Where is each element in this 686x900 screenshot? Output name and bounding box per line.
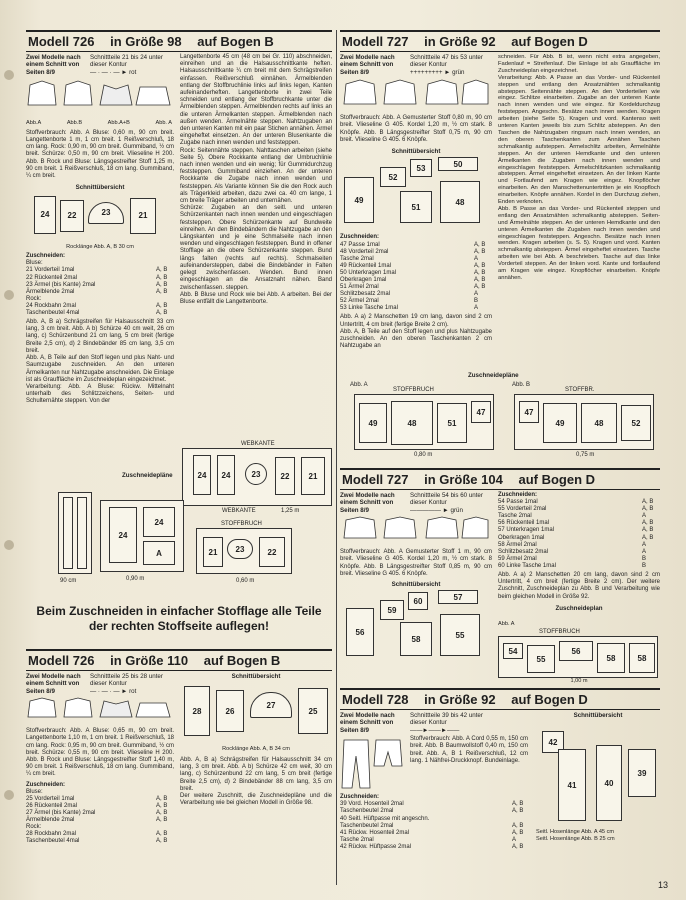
col-727-104-right bbox=[498, 492, 660, 685]
pattern-piece: 57 bbox=[438, 590, 478, 604]
abb-label: Abb. A bbox=[155, 120, 172, 127]
cutting-row bbox=[340, 808, 530, 815]
cutting-heading: Zuschneiden: bbox=[498, 492, 538, 498]
instructions-text: Abb. A a) 2 Manschetten 20 cm lang, davon sind 2 cm Untertritt, 4 cm breit (fertige Breite 2 cm). Der weitere Zuschnitt, Zuschneideplan zu Abb. B und Verarbeitung wie beim gleichen Modell in Größe 92. bbox=[498, 572, 660, 600]
piece-name: 42 Rückw. Hüftpasse 2mal bbox=[340, 843, 412, 850]
piece-name: 21 Vorderteil 1mal bbox=[26, 267, 75, 274]
fabric-length: 0,75 m bbox=[576, 452, 595, 458]
cutting-plan bbox=[58, 492, 92, 574]
pattern-overview-title: Schnittübersicht bbox=[231, 673, 281, 680]
fabric-requirements: Stoffverbrauch: Abb. A Bluse: 0,65 m, 90 cm breit. Langettenborte 1,10 m, 1 cm breit. 1 Reißverschluß, 18 cm lang. Rock: 0,95 m, 90 cm breit. Gummiband, ½ cm breit. Schürze: 0,55 m, 90 cm breit. Vlieseline H 200. Abb. B Rock und Bluse: Längsgestreifter Stoff 1,40 m, 90 cm breit. 1 Reißverschluß, 18 cm lang. Gummiband, ¼ cm breit. bbox=[26, 728, 174, 778]
piece-variant: A, B bbox=[156, 274, 168, 281]
pattern-piece bbox=[77, 497, 87, 569]
piece-variant: A bbox=[474, 255, 479, 262]
piece-name: 60 Linke Tasche 1mal bbox=[498, 562, 556, 569]
intro-text: Zwei Modelle nach einem Schnitt von Seiten 8/9 bbox=[340, 712, 395, 734]
abb-label: Abb. B bbox=[512, 382, 531, 388]
pattern-piece: 24 bbox=[143, 507, 175, 537]
cutting-row bbox=[26, 796, 174, 803]
model-sheet: auf Bogen B bbox=[197, 34, 274, 49]
pattern-overview-title: Schnittübersicht bbox=[391, 581, 441, 589]
piece-name: 22 Rückenteil 2mal bbox=[26, 274, 78, 281]
model-size: in Größe 98 bbox=[110, 34, 182, 49]
cut-lines-text: Schnittteile 25 bis 28 unter dieser Kontur bbox=[90, 673, 163, 688]
cutting-row bbox=[26, 282, 174, 289]
cutting-row bbox=[26, 310, 174, 317]
pattern-piece: 26 bbox=[216, 690, 244, 732]
cutting-row bbox=[498, 563, 660, 570]
fabric-requirements: Stoffverbrauch: Abb. A Gemusterter Stoff 0,80 m, 90 cm breit. Vlieseline G 405. Kordel 1,20 m, ½ cm stark. 8 Knöpfe. Abb. B Längsgestreifter Stoff 0,75 m, 90 cm breit. Vlieseline G 405. 6 Knöpfe. bbox=[340, 115, 492, 143]
piece-variant: A, B bbox=[512, 801, 524, 808]
cutting-row bbox=[340, 263, 492, 270]
column-divider bbox=[336, 30, 337, 885]
cutting-plan bbox=[514, 387, 654, 450]
cutting-row bbox=[26, 838, 174, 845]
piece-variant: A, B bbox=[474, 241, 486, 248]
piece-variant: A, B bbox=[474, 277, 486, 283]
instructions-text: schneiden. Für Abb. B ist, wenn nicht extra angegeben, Fadenlauf = Streifenlauf. Die Einlage ist als Grauffläche im Zuschneideplan eingezeichnet. Verarbeitung: Abb. A Passe an das Vorder- und Rückenteil steppen und entlang den Ansatznähten schmalkantig absteppen. Seitennähte steppen. An den Vorderteilen wie eingez. Schlitze einarbeiten. Zugabe an der unteren Kante nach innen wenden und wie eingez. für Kordeldurchzug feststeppen. Angeschn. Besätze nach innen wenden. Kragen arbeiten (siehe Seite 5). Kragen und vord. Kantenso weit unteren Kanten jeweils bis zum Schlitz absteppen. An den Taschen die Nahtzugaben ringsum nach innen wenden, an den oberen Taschenkanten zum Annähen Taschen schmalkantig aufsteppen. Ärmelschlitz arbeiten, Ärmelnähte steppen. An der unteren Hemdkante und den unteren Ärmelkanten die Zugaben nach innen wenden und eingeschlagen feststeppen. Ärmelschlitzkanten schmalkantig absteppen. Ärmel eingeheftet einsetzen. An der linken Kante und Fortlaufend am Kragen wie eingez. Knopflöcher einarbeiten. An den Manschettenuntertritten je ein Knopfloch einarbeiten. Knöpfe annähen. Kordel in den Durchzug ziehen, Enden verknoten. Abb. B Passe an das Vorder- und Rückenteil steppen und entlang den Ansatznähten schmalkantig absteppen. Seiten- und Ärmelnähte steppen. An der unteren Hemdkante und den unteren Ärmelkanten die Zugaben nach innen wenden und eingeschlagen feststeppen. Angeschn. Besätze nach innen wenden. Kragen arbeiten (s. S. 5). Kragen und vord. Kanten schmalkantig absteppen. Ärmel eingeheftet einsetzen. Tasche arbeiten wie bei Abb. A beschrieben. Tasche auf das linke Vorderteil steppen. An der linken vord. Kante und fortlaufend am Kragen wie eingez. Knopflöcher einarbeiten. Knöpfe annähen. bbox=[498, 54, 660, 281]
piece-variant: A, B bbox=[642, 506, 654, 513]
pattern-piece: 58 bbox=[597, 643, 625, 673]
cutting-row bbox=[340, 284, 492, 291]
piece-name: 48 Vorderteil 2mal bbox=[340, 248, 389, 255]
piece-variant: A, B bbox=[512, 829, 524, 836]
model-sketches bbox=[340, 736, 404, 792]
section-title bbox=[340, 468, 660, 490]
pattern-piece: 21 bbox=[130, 198, 156, 234]
model-size: in Größe 92 bbox=[424, 692, 496, 707]
col-728-92-left bbox=[340, 712, 530, 851]
cut-lines-text: Schnittteile 39 bis 42 unter dieser Kontur bbox=[410, 712, 483, 727]
piece-variant: A bbox=[474, 291, 479, 298]
pattern-piece: 58 bbox=[400, 622, 432, 656]
piece-variant: A bbox=[474, 305, 479, 312]
pattern-overview-title: Schnittübersicht bbox=[573, 712, 623, 719]
piece-variant: B bbox=[642, 555, 647, 562]
binding-hole bbox=[4, 70, 14, 80]
abb-label: Abb. A bbox=[498, 621, 515, 628]
piece-name: Taschenbeutel 2mal bbox=[340, 822, 394, 829]
pattern-piece: 48 bbox=[581, 403, 617, 443]
piece-name: 25 Vorderteil 1mal bbox=[26, 795, 75, 802]
pattern-overview bbox=[340, 155, 492, 231]
cutting-plan bbox=[100, 500, 184, 572]
pattern-piece: 51 bbox=[437, 403, 467, 443]
instructions-text: Abb. A a) 2 Manschetten 19 cm lang, davon sind 2 cm Untertritt, 4 cm breit (fertige Breite 2 cm). Abb. A, B Teile auf den Stoff legen und plus Nahtzugabe zuschneiden. An den oberen Taschenkanten 2 cm Nahtzugabe an bbox=[340, 314, 492, 350]
pattern-piece: 49 bbox=[543, 403, 577, 443]
pattern-piece: 24 bbox=[217, 455, 235, 495]
piece-variant: A bbox=[642, 548, 647, 555]
model-sketches bbox=[340, 516, 490, 542]
section-title bbox=[340, 688, 660, 710]
col-727-104-left bbox=[340, 492, 492, 660]
cutting-plan bbox=[498, 629, 658, 678]
piece-variant: A, B bbox=[156, 281, 168, 288]
piece-variant: A, B bbox=[474, 248, 486, 255]
fabric-length: 0,80 m bbox=[414, 452, 433, 458]
piece-name: Oberkragen 1mal bbox=[498, 534, 545, 541]
col-728-92-right bbox=[536, 712, 660, 843]
pattern-piece: 51 bbox=[400, 191, 432, 223]
binding-hole bbox=[4, 290, 14, 300]
cutting-row bbox=[498, 542, 660, 549]
piece-variant: A, B bbox=[156, 302, 168, 309]
piece-variant: A, B bbox=[156, 288, 168, 295]
section-727-104 bbox=[340, 468, 660, 490]
cutting-row bbox=[26, 831, 174, 838]
cutting-plans-727-92 bbox=[340, 372, 660, 464]
piece-name: 55 Vorderteil 2mal bbox=[498, 506, 547, 513]
fabric-length: 1,25 m bbox=[281, 508, 300, 514]
cutting-row bbox=[340, 305, 492, 312]
cutting-row bbox=[26, 817, 174, 824]
binding-hole bbox=[4, 790, 14, 800]
cutting-plans-title: Zuschneidepläne bbox=[122, 472, 173, 479]
col-726-98-right bbox=[180, 54, 332, 306]
contour-color: rot bbox=[129, 68, 137, 76]
piece-name: 53 Linke Tasche 1mal bbox=[340, 305, 398, 312]
cutting-row bbox=[340, 823, 530, 830]
fabric-length: 0,90 m bbox=[126, 576, 145, 582]
cutting-row bbox=[340, 801, 530, 808]
cutting-row bbox=[498, 499, 660, 506]
model-number: Modell 727 bbox=[342, 34, 409, 49]
pattern-piece: 28 bbox=[184, 686, 210, 736]
piece-name: Schlitzbesatz 2mal bbox=[340, 291, 391, 298]
cutting-row bbox=[26, 289, 174, 296]
abb-label: Abb.A+B bbox=[107, 120, 130, 127]
skirt-length: Rocklänge Abb. A, B 30 cm bbox=[66, 243, 134, 250]
pattern-piece bbox=[63, 497, 73, 569]
model-number: Modell 728 bbox=[342, 692, 409, 707]
cut-lines-text: Schnittteile 54 bis 60 unter dieser Kontur bbox=[410, 492, 483, 507]
col-726-98-left bbox=[26, 54, 174, 406]
pattern-piece: 55 bbox=[527, 645, 555, 673]
cutting-plan-title: Zuschneideplan bbox=[555, 604, 603, 612]
piece-name: 40 Seitl. Hüftpasse mit angeschn. bbox=[340, 815, 430, 822]
model-sketches bbox=[26, 79, 172, 115]
cutting-row bbox=[498, 527, 660, 534]
piece-variant: A, B bbox=[512, 808, 524, 815]
cutting-row bbox=[498, 520, 660, 527]
piece-name: 50 Unterkragen 1mal bbox=[340, 269, 397, 276]
pattern-piece: 39 bbox=[628, 749, 656, 797]
pattern-piece: 40 bbox=[596, 745, 622, 821]
intro-text: Zwei Modelle nach einem Schnitt von Seiten 8/9 bbox=[26, 54, 81, 76]
pattern-piece: 52 bbox=[380, 167, 406, 187]
col-726-110-right bbox=[180, 673, 332, 807]
cutting-row bbox=[498, 506, 660, 513]
cutting-row bbox=[340, 242, 492, 249]
contour-color: rot bbox=[129, 687, 137, 695]
layout-note bbox=[26, 604, 332, 634]
piece-name: Tasche 2mal bbox=[340, 255, 374, 262]
cutting-row bbox=[340, 816, 530, 823]
contour-arrow: ——►——►—— bbox=[410, 726, 460, 734]
section-726-110 bbox=[26, 649, 332, 671]
fold-label: STOFFBR. bbox=[565, 387, 595, 393]
piece-name: 41 Rückw. Hosenteil 2mal bbox=[340, 829, 410, 836]
cutting-row bbox=[498, 535, 660, 542]
model-size: in Größe 110 bbox=[110, 653, 189, 668]
pattern-piece: 24 bbox=[193, 455, 211, 495]
cutting-row bbox=[26, 275, 174, 282]
fold-label: STOFFBRUCH bbox=[539, 629, 580, 636]
fabric-requirements: Stoffverbrauch: Abb. A Bluse: 0,60 m, 90 cm breit. Langettenborte 1 m, 1 cm breit. 1 Reißverschluß, 18 cm lang. Rock: 0,90 m, 90 cm breit. Gummiband, ½ cm breit. Schürze: 0,50 m, 90 cm breit. Vlieseline H 200. Abb. B Rock und Bluse: Längsgestreifter Stoff 1,25 m, 90 cm breit. 1 Reißverschluß, 18 cm lang. Gummiband, ¼ cm breit. bbox=[26, 129, 174, 180]
pattern-piece: 54 bbox=[503, 643, 523, 659]
contour-arrow: +++++++++ ► grün bbox=[410, 68, 465, 76]
cutting-row bbox=[340, 256, 492, 263]
instructions-text: Langettenborte 45 cm (48 cm bei Gr. 110) abschneiden, einreihen und an die Halsausschnittkante heften. Halsausschnittkante ¼ cm breit mit dem Schrägstreifen einfassen. Reißverschluß einnähen. Ärmelblenden entlang der Stoffbruchlinie links auf links legen, Kanten aufeinanderheften. Langettenborte in zwei Teile schneiden und entlang der Stoffbruchkante unter die Ärmelblenden steppen. Ärmelblenden rechts auf links an die unteren Ärmelkanten steppen. Ärmelblenden nach außen wenden. Ärmelnähte steppen. Nahtzugaben an den unteren Kanten mit ein paar Stichen annähen. Ärmel eingeheftet einsetzen. An der unteren Blusenkante die Zugabe nach innen wenden und feststeppen. Rock: Seitennähte steppen. Nahttaschen arbeiten (siehe Seite 5). Obere Rockkante entlang der Umbruchlinie nach innen wenden und ein wenig; für Gummidurchzug feststeppen. Gummiband einziehen. An der unteren Rockkante die Zugabe nach innen wenden und feststeppen. Als Variante können Sie die den Rock auch als Trägerkleid arbeiten, dazu zwei ca. 40 cm lange, 1 cm breite Träger arbeiten und unternähen. Schürze: Zugaben an den seitl. und unteren Schürzenkanten nach innen wenden und eingeschlagen feststeppen. Obere Schürzenkante auf Bundweite einreihen. An den Bindebändern die Nahtzugabe an den Längskanten und je eine Schmalseite nach innen wenden und eingeschlagen feststeppen. Bund in offener Stofflage an die obere Schürzenkante steppen. Bund längs falten (rechts auf rechts). Schmalseiten aufeinandersteppen, dabei die Bindebänder in Falten gelegt zwischenfassen. Wenden. Bund innen eingeschlagen an die Ansatznaht nähen. Band zwischenfassen. steppen. Abb. B Bluse und Rock wie bei Abb. A arbeiten. Bei der Bluse entfällt die Langettenborte. bbox=[180, 54, 332, 305]
cutting-row bbox=[498, 549, 660, 556]
piece-variant: A, B bbox=[156, 817, 168, 824]
section-title bbox=[26, 30, 332, 52]
fabric-length: 0,60 m bbox=[236, 578, 255, 584]
section-727-92 bbox=[340, 30, 660, 52]
col-727-92-left bbox=[340, 54, 492, 350]
cutting-row bbox=[26, 803, 174, 810]
piece-name: 27 Ärmel (bis Kante) 2mal bbox=[26, 810, 96, 817]
piece-variant: A, B bbox=[474, 284, 486, 291]
piece-variant: A, B bbox=[156, 810, 168, 817]
cutting-plans-title: Zuschneidepläne bbox=[468, 372, 519, 379]
pattern-piece: 41 bbox=[558, 749, 586, 821]
cutting-row bbox=[340, 830, 530, 837]
piece-name: 26 Rückenteil 2mal bbox=[26, 802, 78, 809]
contour-arrow: ————— ► grün bbox=[410, 506, 463, 514]
piece-variant bbox=[512, 816, 530, 823]
section-title bbox=[340, 30, 660, 52]
pattern-piece: 22 bbox=[259, 537, 285, 567]
piece-name: 51 Ärmel 2mal bbox=[340, 284, 379, 291]
piece-variant: A, B bbox=[512, 822, 524, 829]
pattern-piece: 42 bbox=[542, 731, 564, 753]
pattern-piece: 53 bbox=[410, 159, 432, 177]
cutting-plan bbox=[196, 521, 292, 574]
piece-name: 58 Ärmel 2mal bbox=[498, 541, 537, 548]
piece-name: 52 Ärmel 2mal bbox=[340, 298, 379, 305]
section-726-98 bbox=[26, 30, 332, 52]
pattern-piece: 56 bbox=[559, 641, 593, 661]
fabric-length: 1,00 m bbox=[570, 678, 588, 685]
pattern-overview-title: Schnittübersicht bbox=[391, 148, 441, 156]
piece-variant: A, B bbox=[474, 262, 486, 269]
piece-variant: A, B bbox=[156, 831, 168, 838]
model-number: Modell 727 bbox=[342, 472, 409, 487]
model-sketches bbox=[26, 697, 172, 721]
piece-variant: A, B bbox=[642, 520, 654, 527]
pattern-piece: 24 bbox=[109, 507, 137, 563]
cutting-row bbox=[340, 249, 492, 256]
cutting-subheading: Rock: bbox=[26, 824, 42, 831]
model-sheet: auf Bogen B bbox=[203, 653, 281, 668]
instructions-text: Abb. A, B a) Schrägstreifen für Halsausschnitt 33 cm lang, 3 cm breit. Abb. A b) Schürze 40 cm weit, 26 cm lang, c) Schürzenbund 21 cm lang, 5 cm breit (fertige Breite 2,5 cm), d) 2 Bindebänder 85 cm lang, 3,5 cm breit. Abb. A, B Teile auf den Stoff legen und plus Naht- und Saumzugabe zuschneiden. An den unteren Ärmelkanten nur Nahtzugabe anschneiden. Die Einlage ist als Grauffläche im Zuschneideplan eingezeichnet. Verarbeitung: Abb. A Bluse: Rückw. Mittelnaht unterhalb des Schlitzzeichens, Seiten- und Schulternähte steppen. Von der bbox=[26, 319, 174, 405]
cutting-heading: Zuschneiden: bbox=[26, 781, 66, 788]
piece-name: Oberkragen 1mal bbox=[340, 277, 387, 283]
contour-color: grün bbox=[452, 68, 465, 76]
pattern-overview bbox=[180, 680, 332, 746]
cutting-plan bbox=[354, 387, 494, 450]
piece-name: Taschenbeutel 4mal bbox=[26, 838, 80, 845]
pattern-piece: 49 bbox=[344, 177, 374, 223]
piece-name: 54 Passe 1mal bbox=[498, 499, 538, 506]
col-726-110-left bbox=[26, 673, 174, 845]
cut-lines-text: Schnittteile 21 bis 24 unter dieser Kontur bbox=[90, 54, 163, 69]
piece-name: 24 Rockbahn 2mal bbox=[26, 302, 77, 309]
pattern-piece: 22 bbox=[60, 200, 84, 232]
pattern-piece: 21 bbox=[203, 537, 223, 567]
layout-note-text: Beim Zuschneiden in einfacher Stofflage alle Teile der rechten Stoffseite auflegen! bbox=[36, 604, 322, 633]
model-size: in Größe 104 bbox=[424, 472, 503, 487]
cut-lines-text: Schnittteile 47 bis 53 unter dieser Kontur bbox=[410, 54, 483, 69]
piece-name: Tasche 2mal bbox=[498, 513, 532, 520]
pattern-piece: 27 bbox=[250, 692, 292, 718]
cutting-plans-726-98 bbox=[26, 441, 332, 594]
piece-variant: A, B bbox=[156, 267, 168, 274]
piece-name: Ärmelblende 2mal bbox=[26, 817, 75, 824]
piece-name: 57 Unterkragen 1mal bbox=[498, 527, 555, 534]
piece-variant: A, B bbox=[156, 838, 168, 845]
cutting-heading: Zuschneiden: bbox=[26, 253, 66, 260]
piece-name: 59 Ärmel 2mal bbox=[498, 555, 537, 562]
piece-name: Schlitzbesatz 2mal bbox=[498, 548, 549, 555]
pattern-piece: 21 bbox=[301, 457, 325, 495]
cutting-row bbox=[340, 298, 492, 305]
pattern-piece: 52 bbox=[621, 405, 651, 441]
piece-variant: A bbox=[512, 836, 517, 843]
fabric-width: 90 cm bbox=[60, 578, 77, 584]
pattern-piece: 47 bbox=[519, 401, 539, 423]
pattern-piece: 59 bbox=[380, 600, 404, 620]
piece-name: 56 Rückenteil 1mal bbox=[498, 520, 550, 527]
binding-hole bbox=[4, 540, 14, 550]
intro-text: Zwei Modelle nach einem Schnitt von Seiten 8/9 bbox=[26, 673, 81, 695]
fold-label: STOFFBRUCH bbox=[221, 521, 262, 527]
piece-variant: A, B bbox=[642, 499, 654, 506]
selvage-label: WEBKANTE bbox=[241, 441, 275, 447]
model-sheet: auf Bogen D bbox=[511, 692, 588, 707]
contour-color: grün bbox=[450, 506, 463, 514]
contour-arrow: — · — · — ► rot bbox=[90, 687, 137, 695]
abb-label: Abb. A bbox=[350, 382, 368, 388]
piece-name: Taschenbeutel 2mal bbox=[340, 808, 394, 815]
piece-name: 23 Ärmel (bis Kante) 2mal bbox=[26, 281, 96, 288]
pattern-overview-title: Schnittübersicht bbox=[75, 184, 125, 192]
trouser-length-a: Seitl. Hosenlänge Abb. A 45 cm bbox=[536, 829, 615, 836]
piece-variant: A bbox=[642, 541, 647, 548]
piece-variant: A, B bbox=[156, 802, 168, 809]
col-727-92-right bbox=[498, 54, 660, 282]
model-sheet: auf Bogen D bbox=[518, 472, 596, 487]
page-number: 13 bbox=[657, 880, 668, 890]
piece-name: Tasche 2mal bbox=[340, 836, 374, 843]
piece-name: 39 Vord. Hosenteil 2mal bbox=[340, 801, 404, 808]
piece-variant: A, B bbox=[474, 269, 486, 276]
cutting-heading: Zuschneiden: bbox=[340, 234, 380, 241]
pattern-overview bbox=[340, 588, 492, 660]
piece-variant: A, B bbox=[156, 795, 168, 802]
piece-variant: B bbox=[642, 562, 647, 569]
pattern-overview bbox=[536, 719, 660, 829]
pattern-piece: 23 bbox=[227, 539, 253, 559]
model-number: Modell 726 bbox=[28, 653, 95, 668]
pattern-piece: 25 bbox=[298, 688, 328, 734]
fabric-requirements: Stoffverbrauch: Abb. A Cord 0,55 m, 150 cm breit. Abb. B Baumwollstoff 0,40 m, 150 cm breit. Abb. A, B 1 Reißverschluß, 12 cm lang. 1 Nähfrei-Druckknopf. Bundeinlage. bbox=[410, 736, 528, 764]
section-title bbox=[26, 649, 332, 671]
piece-variant: A, B bbox=[642, 527, 654, 534]
pattern-piece: 56 bbox=[346, 608, 374, 656]
cutting-plan bbox=[182, 441, 332, 506]
model-size: in Größe 92 bbox=[424, 34, 496, 49]
cutting-row bbox=[340, 837, 530, 844]
selvage-label: WEBKANTE bbox=[222, 508, 256, 514]
intro-text: Zwei Modelle nach einem Schnitt von Seiten 8/9 bbox=[340, 492, 395, 514]
pattern-piece: 24 bbox=[34, 196, 56, 234]
cutting-subheading: Bluse: bbox=[26, 260, 43, 267]
model-number: Modell 726 bbox=[28, 34, 95, 49]
pattern-piece: 49 bbox=[359, 403, 387, 443]
cutting-heading: Zuschneiden: bbox=[340, 794, 380, 801]
cutting-subheading: Bluse: bbox=[26, 788, 43, 795]
pattern-piece: 58 bbox=[629, 643, 655, 673]
contour-arrow: — · — · — ► rot bbox=[90, 68, 137, 76]
cutting-subheading: Rock: bbox=[26, 295, 42, 302]
piece-variant: A, B bbox=[642, 534, 654, 541]
piece-name: 49 Rückenteil 1mal bbox=[340, 262, 392, 269]
piece-name: 28 Rockbahn 2mal bbox=[26, 831, 77, 838]
intro-text: Zwei Modelle nach einem Schnitt von Seiten 8/9 bbox=[340, 54, 395, 76]
trouser-length-b: Seitl. Hosenlänge Abb. B 25 cm bbox=[536, 836, 615, 842]
pattern-overview bbox=[26, 192, 174, 244]
abb-label: Abb.B bbox=[66, 120, 83, 127]
piece-variant: B bbox=[474, 298, 479, 305]
pattern-piece: 50 bbox=[438, 157, 478, 171]
pattern-piece: 48 bbox=[440, 181, 480, 223]
model-sheet: auf Bogen D bbox=[511, 34, 588, 49]
instructions-text: Abb. A, B a) Schrägstreifen für Halsausschnitt 34 cm lang, 3 cm breit. Abb. A b) Schürze 42 cm weit, 30 cm lang, c) Schürzenbund 22 cm lang, 5 cm breit (fertige Breite 2,5 cm), d) 2 Bindebänder 88 cm lang, 3,5 cm breit. Der weitere Zuschnitt, die Zuschneidepläne und die Verarbeitung wie bei gleichen Modell in Größe 98. bbox=[180, 757, 332, 807]
model-sketches bbox=[340, 78, 490, 108]
pattern-piece: 60 bbox=[408, 592, 428, 610]
cutting-row bbox=[498, 556, 660, 563]
pattern-piece: A bbox=[143, 541, 175, 565]
cutting-row bbox=[340, 270, 492, 277]
abb-label: Abb.A bbox=[26, 120, 42, 127]
piece-name: 47 Passe 1mal bbox=[340, 241, 380, 248]
pattern-piece: 55 bbox=[440, 614, 480, 656]
pattern-piece: 23 bbox=[245, 463, 267, 485]
fabric-requirements: Stoffverbrauch: Abb. A Gemusterter Stoff 1 m, 90 cm breit. Vlieseline G 405. Kordel 1,20 m, ½ cm stark. 8 Knöpfe. Abb. B Längsgestreifter Stoff 0,85 m, 90 cm breit. Vlieseline G 405. 6 Knöpfe. bbox=[340, 549, 492, 577]
section-728-92 bbox=[340, 688, 660, 710]
pattern-piece: 47 bbox=[471, 401, 491, 423]
piece-name: Ärmelblende 2mal bbox=[26, 288, 75, 295]
cutting-row bbox=[26, 303, 174, 310]
fold-label: STOFFBRUCH bbox=[393, 387, 434, 393]
pattern-piece: 23 bbox=[88, 202, 124, 224]
piece-variant: A, B bbox=[512, 843, 524, 850]
skirt-length: Rocklänge Abb. A, B 34 cm bbox=[222, 746, 290, 753]
piece-variant: A, B bbox=[156, 309, 168, 316]
cutting-row bbox=[26, 267, 174, 274]
pattern-piece: 48 bbox=[391, 401, 433, 445]
cutting-row bbox=[340, 844, 530, 851]
piece-variant: A bbox=[642, 513, 647, 520]
piece-name: Taschenbeutel 4mal bbox=[26, 309, 80, 316]
pattern-piece: 22 bbox=[275, 457, 295, 495]
cutting-row bbox=[498, 513, 660, 520]
